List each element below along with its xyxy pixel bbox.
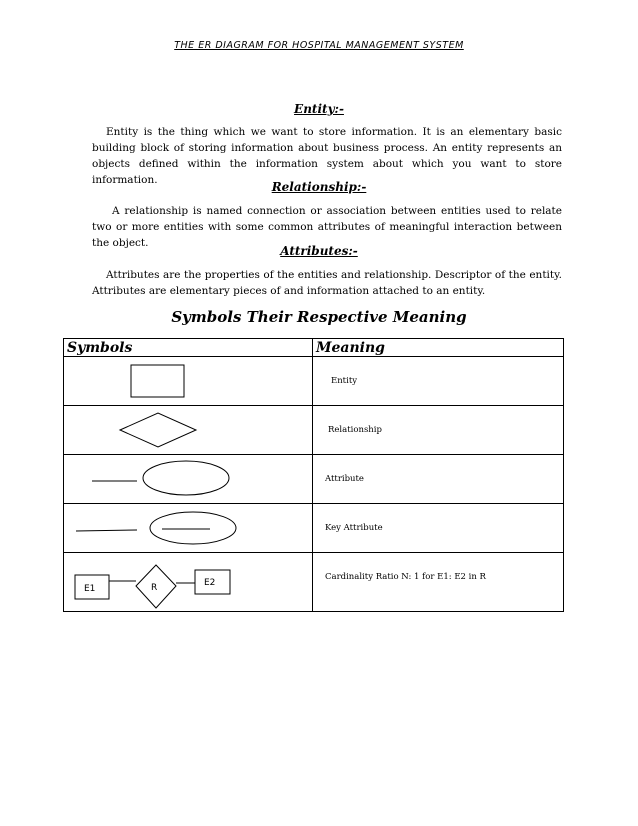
key-attribute-ellipse-icon [64, 504, 312, 552]
attribute-symbol-cell [64, 455, 313, 504]
symbols-column-header: Symbols [64, 339, 313, 357]
table-header-row [64, 339, 564, 357]
entity-meaning-cell [313, 357, 564, 406]
table-row [64, 504, 564, 553]
key-attribute-meaning: Key Attribute [325, 523, 383, 533]
table-row [64, 553, 564, 612]
symbols-table [63, 338, 564, 612]
document-title: THE ER DIAGRAM FOR HOSPITAL MANAGEMENT SYSTEM [174, 40, 464, 51]
entity-heading: Entity:- [294, 102, 344, 116]
attributes-paragraph: Attributes are the properties of the entities and relationship. Descriptor of the entity. Attributes are elementary pieces of and information attached to an entity. [92, 269, 562, 297]
cardinality-symbol-cell [64, 553, 313, 612]
relationship-symbol-cell [64, 406, 313, 455]
entity-paragraph: Entity is the thing which we want to store information. It is an elementary basic building block of storing information about business process. An entity represents an objects defined within the information system about which you want to store information. [92, 126, 562, 186]
key-attribute-symbol-cell [64, 504, 313, 553]
cardinality-diagram-icon [64, 553, 312, 611]
relationship-meaning-cell [313, 406, 564, 455]
table-row [64, 406, 564, 455]
diamond-icon [64, 406, 312, 454]
relationship-meaning: Relationship [328, 425, 382, 435]
e1-label: E1 [84, 584, 96, 594]
table-row [64, 357, 564, 406]
key-attribute-meaning-cell [313, 504, 564, 553]
symbols-table-title: Symbols Their Respective Meaning [171, 308, 467, 326]
entity-meaning: Entity [331, 376, 358, 386]
e2-label: E2 [204, 578, 216, 588]
attribute-meaning: Attribute [325, 474, 364, 484]
rectangle-icon [64, 357, 312, 405]
ellipse-icon [64, 455, 312, 503]
cardinality-meaning: Cardinality Ratio N: 1 for E1: E2 in R [325, 572, 486, 582]
r-label: R [151, 583, 158, 593]
relationship-heading: Relationship:- [271, 180, 367, 194]
attribute-meaning-cell [313, 455, 564, 504]
attributes-heading: Attributes:- [280, 244, 358, 258]
cardinality-meaning-cell [313, 553, 564, 612]
relationship-paragraph: A relationship is named connection or association between entities used to relate two or more entities with some common attributes of meaningful interaction between the object. [92, 205, 562, 249]
table-row [64, 455, 564, 504]
meaning-column-header: Meaning [313, 339, 564, 357]
entity-symbol-cell [64, 357, 313, 406]
